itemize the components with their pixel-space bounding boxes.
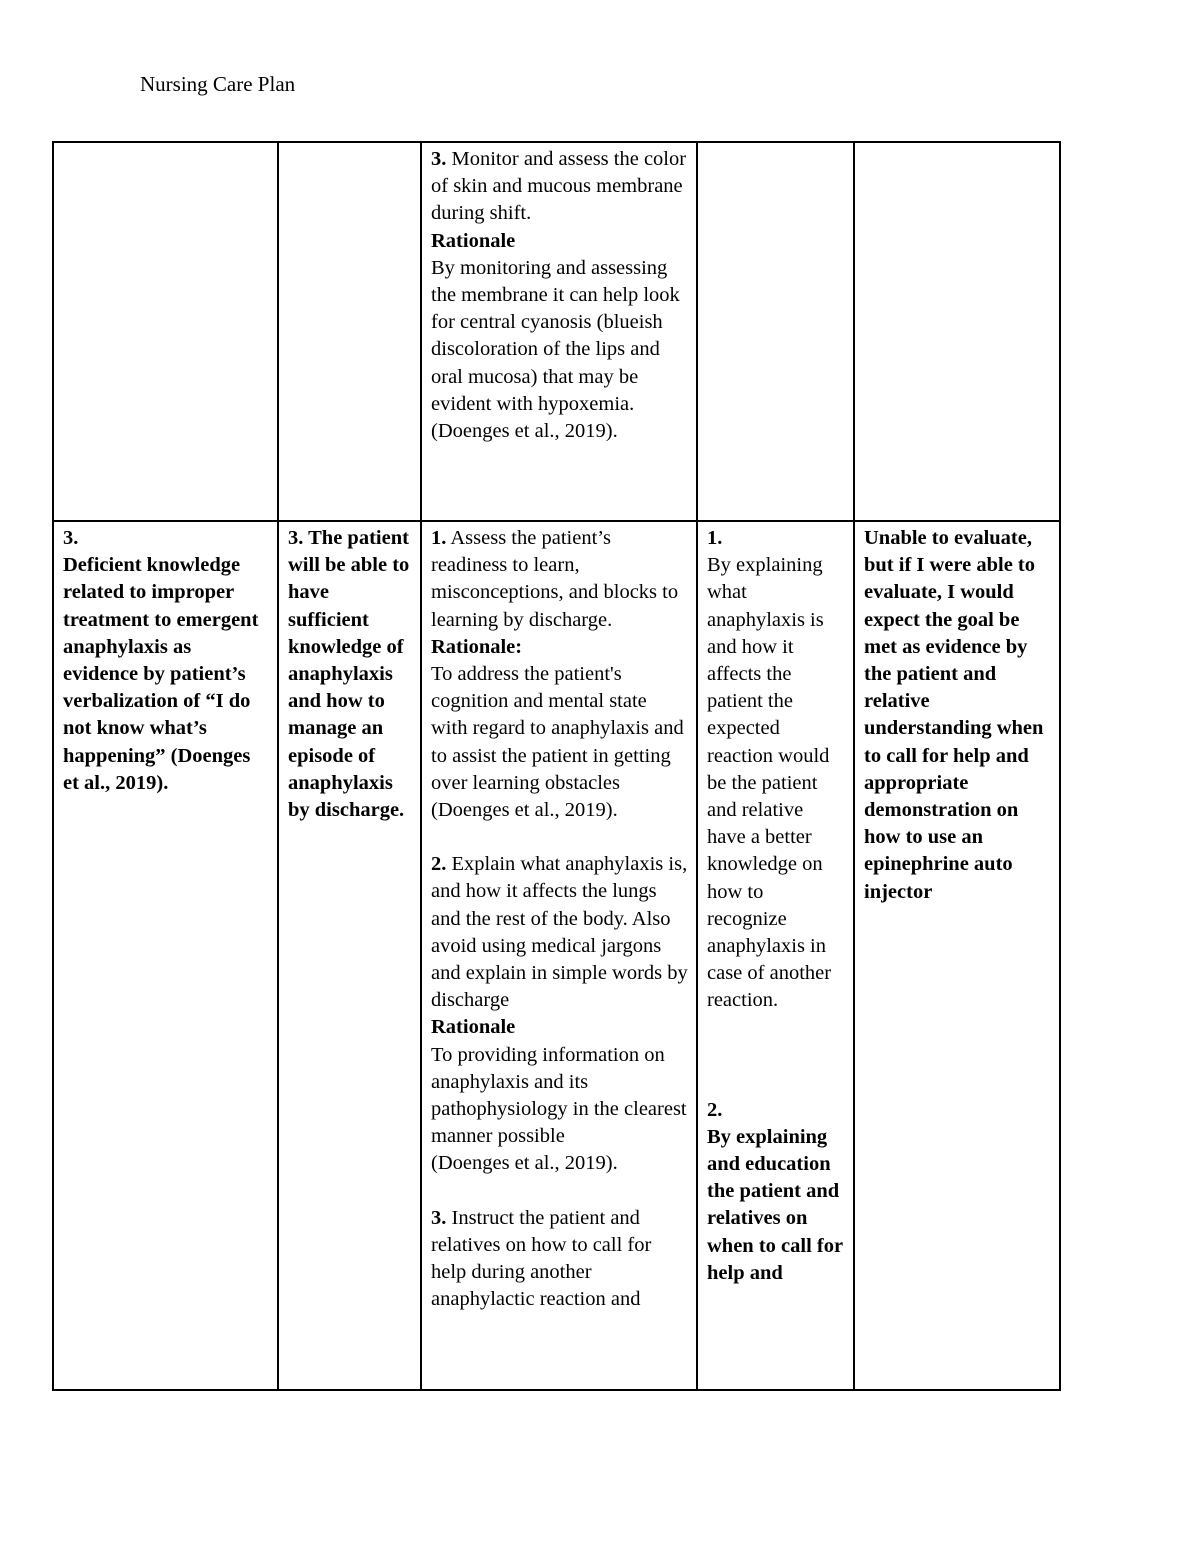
expected-number: 1. xyxy=(707,527,723,549)
goal-cell-empty xyxy=(278,142,421,521)
expected-number: 2. xyxy=(707,1098,723,1121)
expected-text: By explaining what anaphylaxis is and how it affects the patient the expected reaction would be the patient and relative have a better knowledge on how to recognize anaphylaxis in case of another reaction. xyxy=(707,554,832,1012)
intervention-number: 3. xyxy=(431,148,447,170)
intervention-number: 2. xyxy=(431,853,447,876)
intervention-cell xyxy=(421,142,697,521)
expected-outcome-cell xyxy=(697,521,854,1390)
rationale-label: Rationale xyxy=(431,229,516,252)
goal-text: 3. The patient will be able to have sufficient knowledge of anaphylaxis and how to manage an episode of anaphylaxis by discharge. xyxy=(288,527,410,822)
rationale-label: Rationale xyxy=(431,1016,516,1039)
rationale-text: To providing information on anaphylaxis and its pathophysiology in the clearest manner possible xyxy=(431,1043,687,1148)
evaluation-cell-empty xyxy=(854,142,1060,521)
rationale-text: By monitoring and assessing the membrane it can help look for central cyanosis (blueish discoloration of the lips and oral mucosa) that may be evident with hypoxemia. xyxy=(431,256,680,415)
intervention-number: 1. xyxy=(431,527,447,549)
citation: (Doenges et al., 2019). xyxy=(431,1152,618,1175)
intervention-cell xyxy=(421,521,697,1390)
expected-outcome-cell-empty xyxy=(697,142,854,521)
evaluation-text: Unable to evaluate, but if I were able to evaluate, I would expect the goal be met as evidence by the patient and relative understanding when to call for help and appropriate demonstration on how to use an epinephrine auto injector xyxy=(864,527,1044,903)
citation: (Doenges et al., 2019). xyxy=(431,799,618,822)
diagnosis-text: Deficient knowledge related to improper treatment to emergent anaphylaxis as evidence by patient’s verbalization of “I do not know what’s happening” (Doenges et al., 2019). xyxy=(63,554,259,794)
intervention-text: Explain what anaphylaxis is, and how it affects the lungs and the rest of the body. Also avoid using medical jargons and explain in simple words by discharge xyxy=(431,853,688,1012)
evaluation-cell xyxy=(854,521,1060,1390)
care-plan-table xyxy=(52,141,1061,1391)
intervention-text: Instruct the patient and relatives on how to call for help during another anaphylactic reaction and xyxy=(431,1206,652,1311)
table-row xyxy=(53,521,1060,1390)
goal-cell xyxy=(278,521,421,1390)
rationale-text: To address the patient's cognition and mental state with regard to anaphylaxis and to assist the patient in getting over learning obstacles xyxy=(431,663,684,794)
diagnosis-cell xyxy=(53,521,278,1390)
page-header: Nursing Care Plan xyxy=(140,72,296,96)
expected-text: By explaining and education the patient and relatives on when to call for help and xyxy=(707,1125,843,1284)
intervention-number: 3. xyxy=(431,1206,447,1229)
citation: (Doenges et al., 2019). xyxy=(431,420,618,443)
intervention-text: Assess the patient’s readiness to learn, misconceptions, and blocks to learning by discharge. xyxy=(431,527,679,631)
diagnosis-number: 3. xyxy=(63,527,79,549)
intervention-text: Monitor and assess the color of skin and mucous membrane during shift. xyxy=(431,148,687,225)
diagnosis-cell-empty xyxy=(53,142,278,521)
rationale-label: Rationale: xyxy=(431,635,523,658)
table-row xyxy=(53,142,1060,521)
